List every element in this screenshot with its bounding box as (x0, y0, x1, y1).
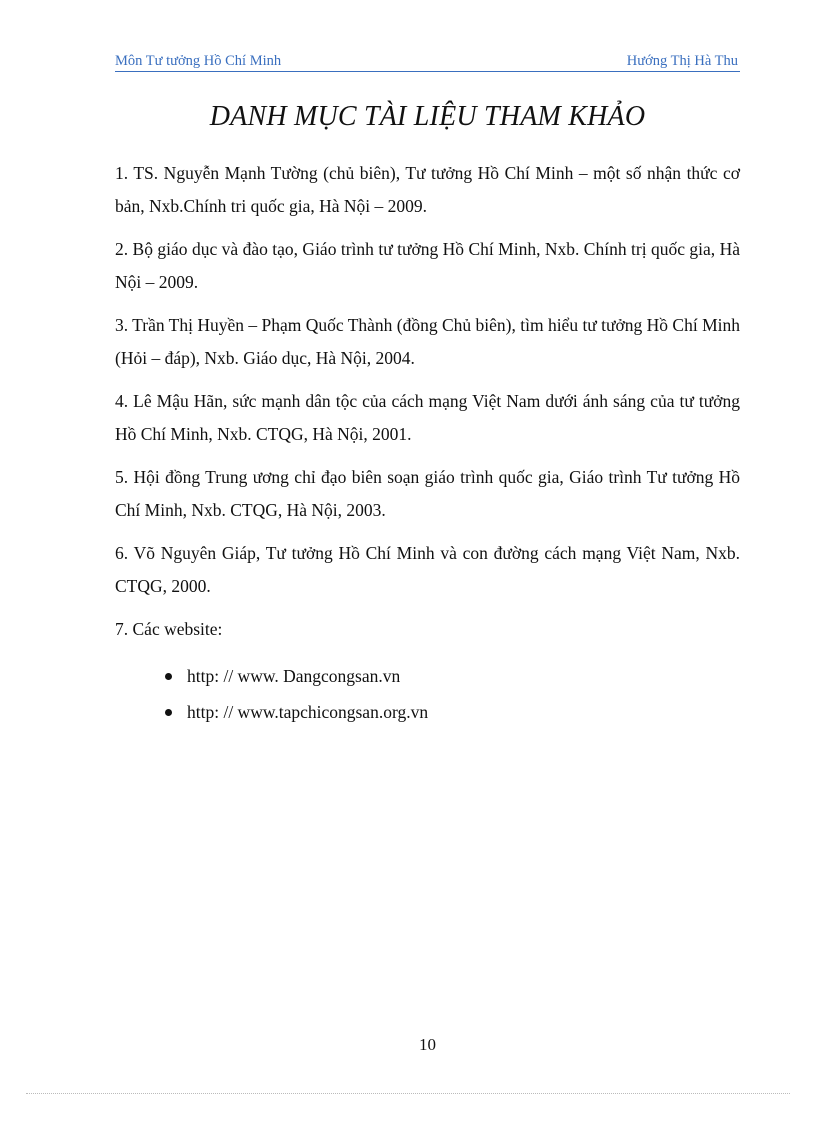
page-title: DANH MỤC TÀI LIỆU THAM KHẢO (209, 101, 646, 132)
website-item (165, 658, 740, 694)
page-number: 10 (419, 1035, 436, 1054)
reference-item-3: 3. Trần Thị Huyền – Phạm Quốc Thành (đồng Chủ biên), tìm hiểu tư tưởng Hồ Chí Minh (Hỏi – đáp), Nxb. Giáo dục, Hà Nội, 2004. (115, 315, 740, 368)
reference-item-5: 5. Hội đồng Trung ương chỉ đạo biên soạn giáo trình quốc gia, Giáo trình Tư tưởng Hồ Chí Minh, Nxb. CTQG, Hà Nội, 2003. (115, 467, 740, 520)
website-link-text: http: // www.tapchicongsan.org.vn (187, 702, 429, 722)
website-link-text: http: // www. Dangcongsan.vn (187, 666, 401, 686)
reference-item-4: 4. Lê Mậu Hãn, sức mạnh dân tộc của cách mạng Việt Nam dưới ánh sáng của tư tưởng Hồ Chí Minh, Nxb. CTQG, Hà Nội, 2001. (115, 391, 740, 444)
header-author: Hướng Thị Hà Thu (626, 53, 738, 69)
header-course-title: Môn Tư tưởng Hồ Chí Minh (115, 53, 282, 69)
bullet-icon (165, 673, 172, 680)
page-header (115, 53, 740, 72)
page-bottom-divider (26, 1093, 790, 1094)
reference-item-7: 7. Các website: (115, 619, 223, 639)
reference-item-2: 2. Bộ giáo dục và đào tạo, Giáo trình tư tưởng Hồ Chí Minh, Nxb. Chính trị quốc gia, Hà Nội – 2009. (115, 239, 740, 292)
reference-item-6: 6. Võ Nguyên Giáp, Tư tưởng Hồ Chí Minh và con đường cách mạng Việt Nam, Nxb. CTQG, 2000. (115, 543, 740, 596)
reference-list (115, 157, 740, 730)
reference-item-1: 1. TS. Nguyễn Mạnh Tường (chủ biên), Tư tưởng Hồ Chí Minh – một số nhận thức cơ bản, Nxb.Chính tri quốc gia, Hà Nội – 2009. (115, 163, 740, 216)
bullet-icon (165, 709, 172, 716)
website-item (165, 694, 740, 730)
website-list (115, 658, 740, 730)
